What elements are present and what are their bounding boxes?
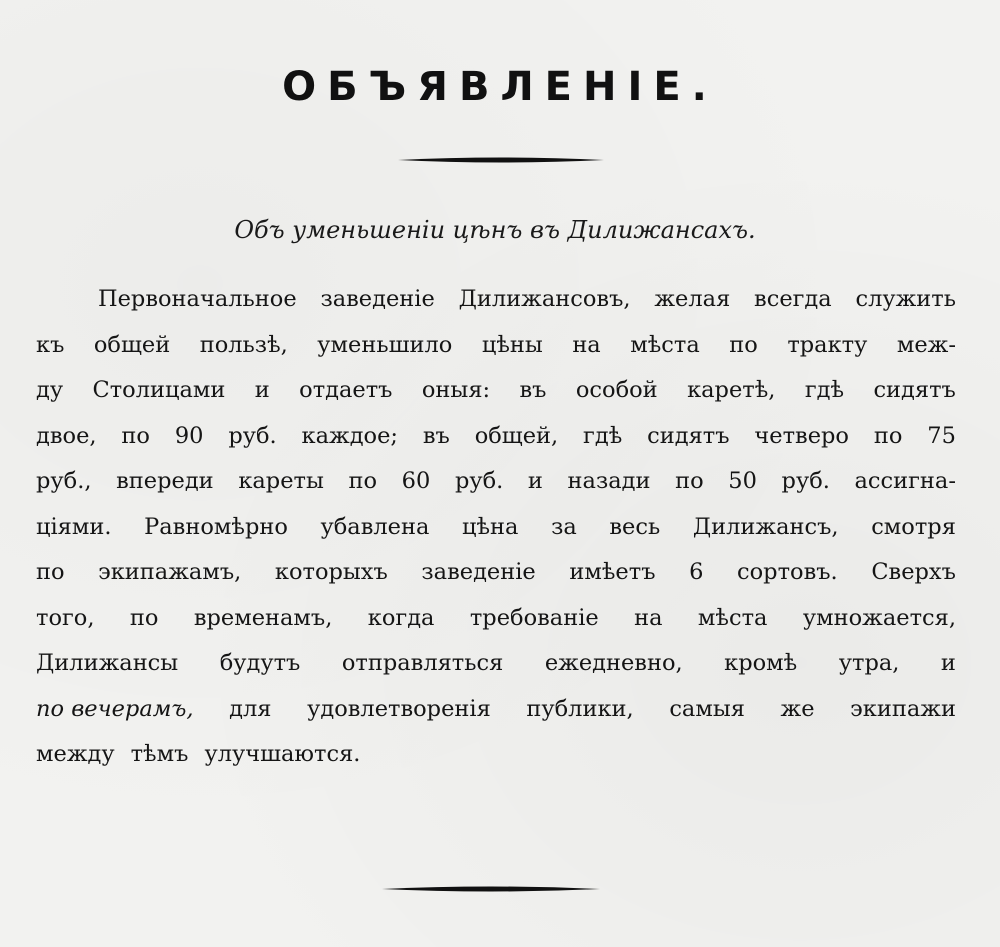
word: будутъ bbox=[219, 650, 301, 676]
word: Дилижансовъ, bbox=[458, 286, 631, 312]
word: сортовъ. bbox=[737, 559, 838, 585]
word: мѣста bbox=[630, 331, 700, 358]
word: заведеніе bbox=[320, 286, 435, 312]
word: меж- bbox=[896, 331, 956, 358]
text-line bbox=[36, 738, 956, 784]
word: когда bbox=[367, 604, 435, 631]
text-line bbox=[36, 329, 956, 375]
word: желая bbox=[654, 286, 731, 312]
word: кареты bbox=[238, 468, 324, 494]
word: по bbox=[348, 468, 378, 494]
text-line bbox=[36, 693, 956, 739]
word: на bbox=[572, 331, 601, 358]
word: цѣны bbox=[481, 331, 543, 358]
word: на bbox=[634, 604, 663, 631]
word: отправляться bbox=[341, 650, 504, 676]
text-line bbox=[36, 556, 956, 602]
word: Сверхъ bbox=[871, 559, 956, 585]
text-line bbox=[36, 465, 956, 511]
word: требованіе bbox=[469, 604, 599, 631]
word: руб. bbox=[454, 468, 504, 494]
word: впереди bbox=[116, 468, 214, 494]
word: ассигна- bbox=[854, 468, 956, 494]
text-line bbox=[36, 511, 956, 557]
word: назади bbox=[567, 468, 651, 494]
word: ду bbox=[36, 377, 64, 403]
word: особой bbox=[575, 377, 658, 403]
word: гдѣ bbox=[804, 377, 845, 403]
word: въ bbox=[519, 377, 547, 403]
word: цѣна bbox=[462, 513, 519, 540]
text-line bbox=[36, 374, 956, 420]
word: руб. bbox=[781, 468, 830, 494]
word: Равномѣрно bbox=[144, 513, 288, 540]
word: которыхъ bbox=[274, 559, 388, 585]
word: за bbox=[551, 513, 577, 540]
word: по вечерамъ, bbox=[36, 695, 194, 722]
word: и bbox=[527, 468, 543, 494]
text-line bbox=[36, 602, 956, 648]
word: ежедневно, bbox=[544, 650, 683, 676]
word: Первоначальное bbox=[98, 286, 297, 312]
word: же bbox=[780, 695, 815, 722]
word: ціями. bbox=[36, 513, 112, 540]
word: сидятъ bbox=[873, 377, 956, 403]
word: къ bbox=[36, 331, 65, 358]
word: Дилижансъ, bbox=[692, 513, 839, 540]
word: тракту bbox=[787, 331, 868, 358]
word: каждое; bbox=[301, 422, 398, 449]
word: по bbox=[729, 331, 758, 358]
word: служить bbox=[855, 286, 956, 312]
top-ornamental-rule bbox=[398, 156, 604, 164]
text-line bbox=[36, 647, 956, 693]
word: по bbox=[873, 422, 903, 449]
word: 75 bbox=[927, 422, 956, 449]
word: гдѣ bbox=[583, 422, 623, 449]
word: весь bbox=[609, 513, 661, 540]
word: того, bbox=[36, 604, 95, 631]
word: по bbox=[36, 559, 65, 585]
word: кромѣ bbox=[724, 650, 798, 676]
word: пользѣ, bbox=[199, 331, 288, 358]
word: публики, bbox=[526, 695, 634, 722]
word: 50 bbox=[728, 468, 757, 494]
word: оныя: bbox=[421, 377, 491, 403]
word: Дилижансы bbox=[36, 650, 179, 676]
word: по bbox=[675, 468, 704, 494]
word: смотря bbox=[871, 513, 956, 540]
word: четверо bbox=[754, 422, 849, 449]
word: 90 bbox=[174, 422, 204, 449]
word: 60 bbox=[401, 468, 431, 494]
word: для bbox=[229, 695, 272, 722]
document-title: ОБЪЯВЛЕНІЕ. bbox=[282, 64, 718, 110]
word: экипажи bbox=[850, 695, 956, 722]
word: утра, bbox=[838, 650, 900, 676]
text-line bbox=[36, 420, 956, 466]
word: руб. bbox=[228, 422, 277, 449]
word: и bbox=[254, 377, 270, 403]
word: руб., bbox=[36, 468, 92, 494]
word: умножается, bbox=[802, 604, 956, 631]
announcement-body bbox=[36, 283, 956, 784]
word: общей bbox=[93, 331, 171, 358]
word: удовлетворенія bbox=[307, 695, 491, 722]
word: экипажамъ, bbox=[98, 559, 242, 585]
word: заведеніе bbox=[421, 559, 536, 585]
word: по bbox=[121, 422, 150, 449]
word: каретѣ, bbox=[687, 377, 776, 403]
word: тѣмъ bbox=[130, 741, 189, 767]
word: двое, bbox=[36, 422, 97, 449]
word: Столицами bbox=[92, 377, 226, 403]
word: самыя bbox=[669, 695, 745, 722]
word: имѣетъ bbox=[569, 559, 656, 585]
word: всегда bbox=[754, 286, 832, 312]
word: убавлена bbox=[320, 513, 430, 540]
word: мѣста bbox=[697, 604, 768, 631]
word: улучшаются. bbox=[204, 741, 361, 767]
word: въ bbox=[422, 422, 450, 449]
text-line bbox=[36, 283, 956, 329]
bottom-ornamental-rule bbox=[382, 885, 600, 893]
document-subtitle: Объ уменьшеніи цѣнъ въ Дилижансахъ. bbox=[234, 216, 756, 244]
word: по bbox=[129, 604, 159, 631]
word: общей, bbox=[474, 422, 559, 449]
word: временамъ, bbox=[193, 604, 333, 631]
word: и bbox=[940, 650, 956, 676]
word: между bbox=[36, 741, 115, 767]
word: сидятъ bbox=[647, 422, 730, 449]
word: 6 bbox=[689, 559, 704, 585]
word: отдаетъ bbox=[299, 377, 393, 403]
word: уменьшило bbox=[317, 331, 453, 358]
